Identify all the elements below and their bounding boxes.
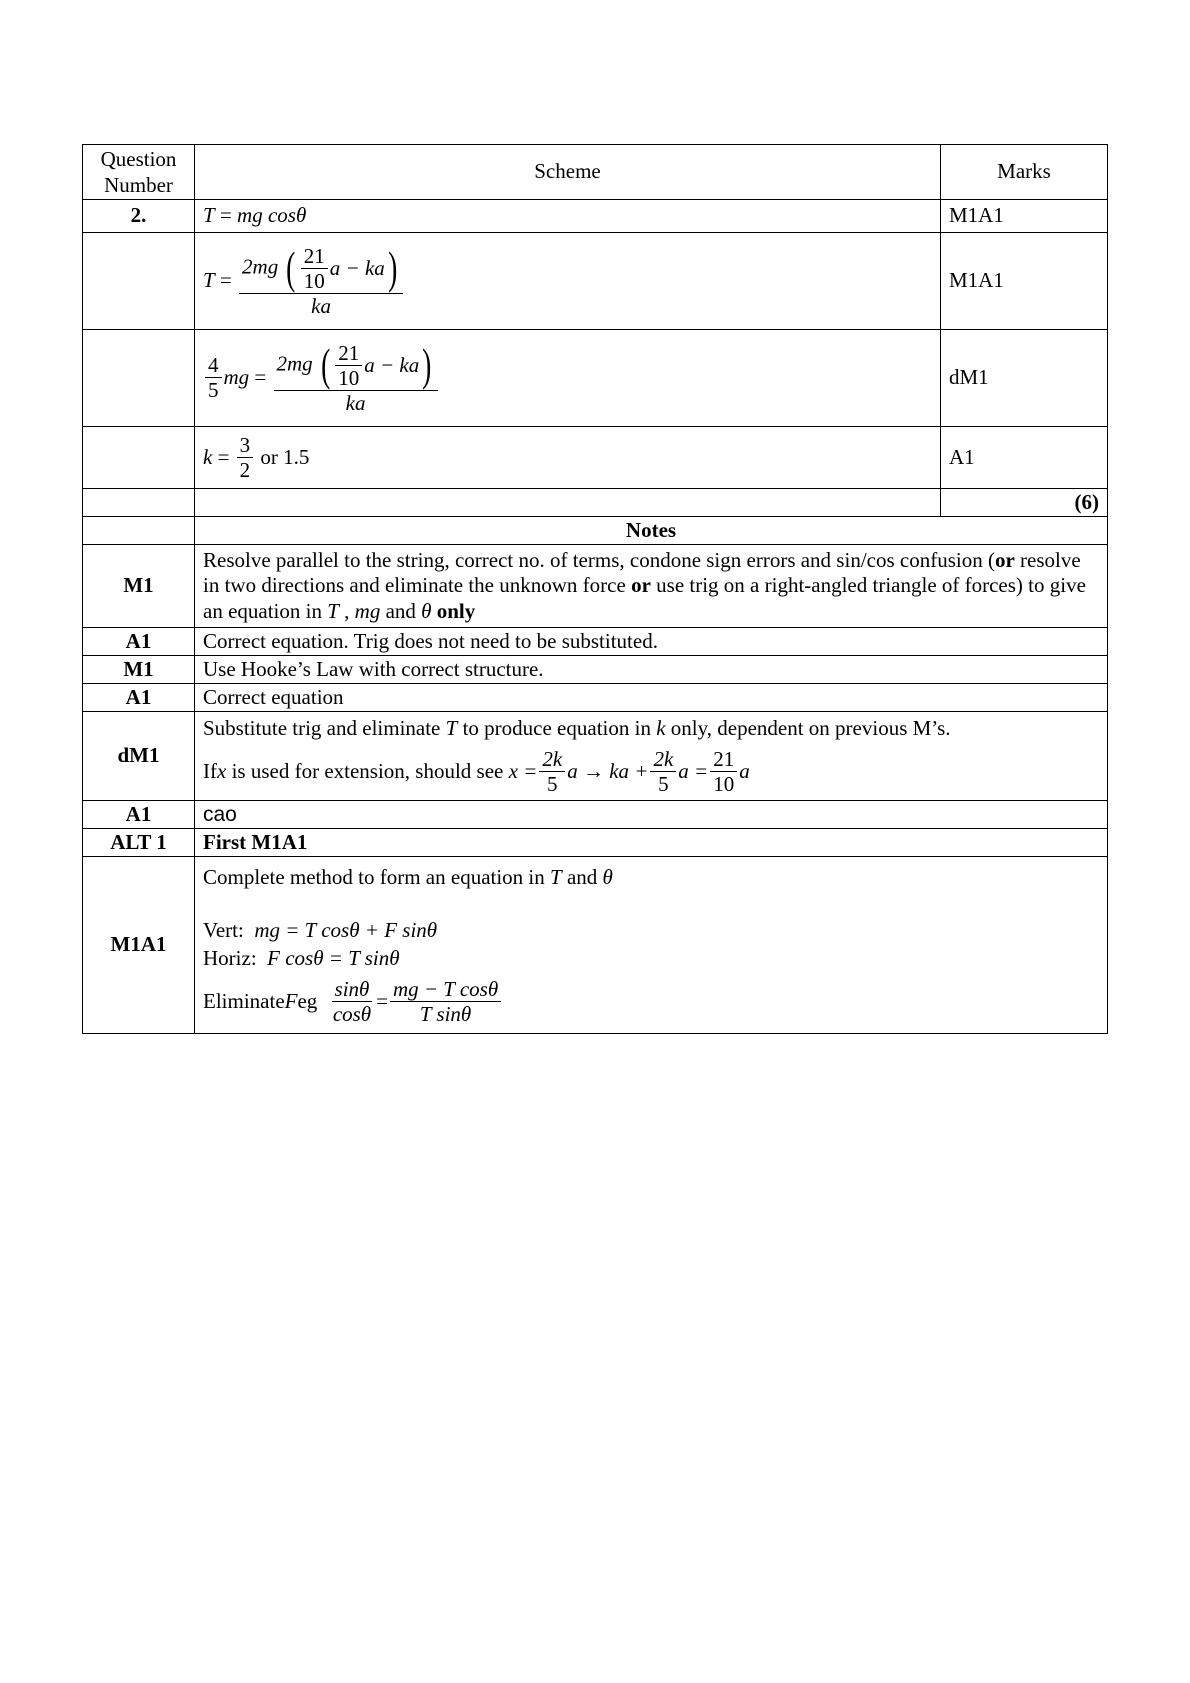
note-label: A1 (83, 801, 195, 829)
note-text: Resolve parallel to the string, correct no. of terms, condone sign errors and sin/cos confusion (or resolve in two directions and eliminate the unknown force or use trig on a right-angled triangle of forces) to give an equation in T , mg and θ only (195, 545, 1108, 628)
note-label: M1A1 (83, 857, 195, 1034)
scheme-header: Scheme (195, 145, 941, 200)
note-text: cao (195, 801, 1108, 829)
mark-scheme-table (82, 144, 1108, 1034)
note-text: Complete method to form an equation in T and θ Vert: mg = T cosθ + F sinθ Horiz: F cosθ = T sinθ Eliminate F eg $\frac{\sin\theta}{\cos\theta}$ = $\frac{\text{mg − T cosθ}}{\text{T sinθ}}$ (195, 857, 1108, 1034)
note-row-a1-correct (83, 684, 1108, 712)
note-label: M1 (83, 545, 195, 628)
notes-title: Notes (195, 517, 1108, 545)
total-marks: (6) (941, 489, 1108, 517)
note-row-dm1 (83, 712, 1108, 801)
note-label: A1 (83, 684, 195, 712)
note-text: Use Hooke’s Law with correct structure. (195, 656, 1108, 684)
note-text: Substitute trig and eliminate T to produce equation in k only, dependent on previous M’s. If x is used for extension, should see x = $\frac{2k}{5}$ a → ka + $\frac{2k}{5}$ a = $\frac{21}{10}$ a (195, 712, 1108, 801)
note-row-m1 (83, 545, 1108, 628)
note-row-a1 (83, 628, 1108, 656)
marks-cell: M1A1 (941, 233, 1108, 330)
marks-cell: A1 (941, 427, 1108, 489)
scheme-row-3 (83, 330, 1108, 427)
marks-header: Marks (941, 145, 1108, 200)
scheme-equation-4: k = $\frac{3}{2}$ or 1.5 (195, 427, 941, 489)
note-row-m1-hooke (83, 656, 1108, 684)
note-label: M1 (83, 656, 195, 684)
notes-title-row (83, 517, 1108, 545)
scheme-row-1 (83, 200, 1108, 233)
note-text: First M1A1 (195, 829, 1108, 857)
note-label: dM1 (83, 712, 195, 801)
scheme-row-2 (83, 233, 1108, 330)
note-row-a1-cao (83, 801, 1108, 829)
header-row (83, 145, 1108, 200)
marks-cell: M1A1 (941, 200, 1108, 233)
note-row-m1a1 (83, 857, 1108, 1034)
scheme-equation-1: T = mg cosθ (195, 200, 941, 233)
note-text: Correct equation. Trig does not need to be substituted. (195, 628, 1108, 656)
total-row (83, 489, 1108, 517)
note-row-alt1 (83, 829, 1108, 857)
marks-cell: dM1 (941, 330, 1108, 427)
note-label: ALT 1 (83, 829, 195, 857)
question-number: 2. (83, 200, 195, 233)
note-text: Correct equation (195, 684, 1108, 712)
note-label: A1 (83, 628, 195, 656)
scheme-row-4 (83, 427, 1108, 489)
scheme-equation-3: $\frac{4}{5}$ mg = 2mg ( $\frac{21}{10}$ a − ka ) ka (195, 330, 941, 427)
question-number-header: Question Number (83, 145, 195, 200)
scheme-equation-2: T = 2mg ( $\frac{21}{10}$ a − ka ) ka (195, 233, 941, 330)
